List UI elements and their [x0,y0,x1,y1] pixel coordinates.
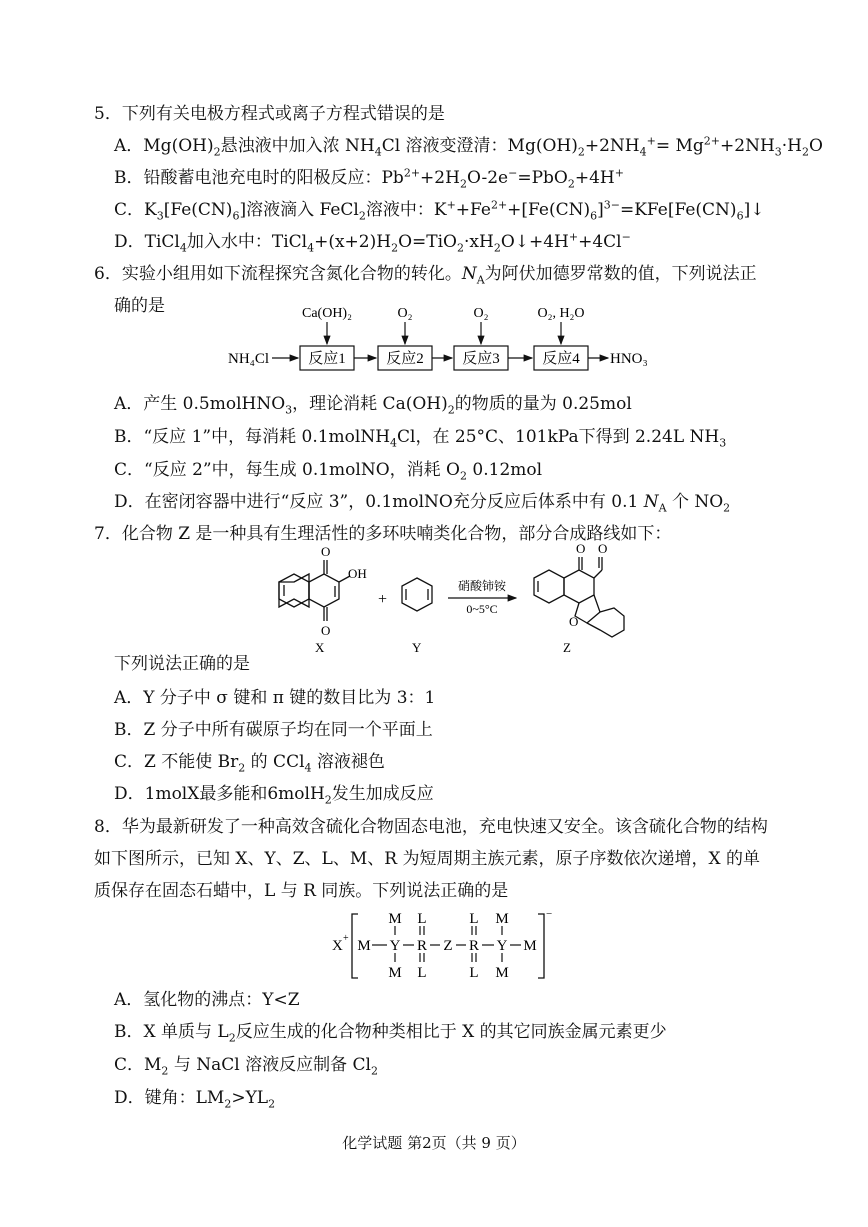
x-carbonyl-o-bottom: O [321,623,331,638]
flow-box-2 [378,346,432,370]
atom-r1: R [416,938,428,954]
cation-x: X [332,938,343,954]
atom-y1: Y [389,938,401,954]
z-carbonyl-o-2: O [598,541,608,556]
flow-reagent-1: Ca(OH)₂ [302,306,352,321]
flow-reagent-3: O₂ [473,306,489,321]
q5-option-b: B．铅酸蓄电池充电时的阳极反应：$Pb^{2+}+2H_2O-2e^-=PbO_2+4H^+$ [114,166,624,191]
x-carbonyl-o-top: O [321,544,331,559]
atom-l2: L [417,965,427,981]
atom-m6: M [523,938,537,954]
q8-stem-line2: 如下图所示，已知 X、Y、Z、L、M、R 为短周期主族元素，原子序数依次递增，X 的单 [94,849,760,869]
q7-option-d: D．1molX最多能和6molH$_2$发生加成反应 [114,784,434,807]
cation-charge: + [343,933,349,944]
flow-box-3 [454,346,508,370]
q6-option-b: B．“反应 1”中，每消耗 0.1molNH$_4$Cl，在 25°C、101kPa下得到 2.24L $NH_3$ [114,427,727,450]
q7-stem: 7．化合物 Z 是一种具有生理活性的多环呋喃类化合物，部分合成路线如下： [94,524,672,544]
x-oh-label: OH [348,566,367,581]
flow-reagent-2: O₂ [397,306,413,321]
atom-l4: L [469,965,479,981]
label-x: X [315,640,325,655]
molecule-y [402,578,432,611]
q5-option-c: C．$K_3[Fe(CN)_6]$溶液滴入 FeCl$_2$溶液中：$K^++Fe^{2+}+[Fe(CN)_6]^{3-}=KFe[Fe(CN)_6]↓$ [114,198,765,223]
atom-m3: M [388,965,402,981]
plus-sign: + [378,591,388,608]
svg-text:反应1: 反应1 [308,351,346,367]
q8-structure [322,906,562,986]
svg-text:反应3: 反应3 [462,351,500,367]
molecule-z [534,557,624,637]
anion-charge: − [546,908,553,920]
flow-end: HNO₃ [610,351,648,367]
atom-m5: M [495,965,509,981]
condition-temperature: 0~5°C [466,602,498,616]
q7-option-c: C．Z 不能使 $Br_2$ 的 CCl$_4$ 溶液褪色 [114,752,385,775]
label-z: Z [563,640,571,655]
q5-option-d: D．TiCl$_4$加入水中：$TiCl_4+(x+2)H_2O=TiO_2\cdot xH_2O↓+4H^++4Cl^-$ [114,230,631,255]
q7-option-a: A．Y 分子中 σ 键和 π 键的数目比为 3：1 [114,688,436,708]
q5-stem: 5．下列有关电极方程式或离子方程式错误的是 [94,104,445,124]
q6-stem-line2: 确的是 [114,296,165,316]
q6-option-c: C．“反应 2”中，每生成 0.1molNO，消耗 $O_2$ 0.12mol [114,460,543,483]
q7-option-b: B．Z 分子中所有碳原子均在同一个平面上 [114,720,433,740]
atom-r2: R [468,938,480,954]
condition-reagent: 硝酸铈铵 [457,579,507,593]
flow-start: NH₄Cl [228,351,270,367]
z-furan-o: O [569,614,579,629]
q6-option-a: A．产生 0.5molHNO$_3$，理论消耗 $Ca(OH)_2$的物质的量为 0.25mol [114,394,632,417]
reaction-arrow [448,578,516,616]
q8-option-c: C．$M_2$ 与 NaCl 溶液反应制备 $Cl_2$ [114,1055,378,1078]
q6-flow-diagram [220,300,680,378]
atom-m1: M [357,938,371,954]
q8-stem-line1: 8．华为最新研发了一种高效含硫化合物固态电池，充电快速又安全。该含硫化合物的结构 [94,817,768,837]
flow-box-4 [534,346,588,370]
q8-option-a: A．氢化物的沸点：Y<Z [114,990,300,1010]
bracket-right [538,914,544,978]
atom-m4: M [495,911,509,927]
atom-m2: M [388,911,402,927]
q6-stem-line1: 6．实验小组用如下流程探究含氮化合物的转化。$N_A$为阿伏加德罗常数的值，下列说法正 [94,264,757,287]
flow-reagent-4: O₂, H₂O [537,306,585,321]
q8-option-b: B．X 单质与 $L_2$反应生成的化合物种类相比于 X 的其它同族金属元素更少 [114,1022,667,1045]
label-y: Y [412,640,422,655]
atom-l3: L [469,911,479,927]
q8-option-d: D．键角：$LM_2>YL_2$ [114,1088,276,1111]
svg-text:反应4: 反应4 [542,351,580,367]
svg-text:反应2: 反应2 [386,351,424,367]
atom-l1: L [417,911,427,927]
flow-box-1 [300,346,354,370]
q5-option-a: A．$Mg(OH)_2$悬浊液中加入浓 $NH_4Cl$ 溶液变澄清：$Mg(OH)_2+2NH_4^+= Mg^{2+}+2NH_3\cdot H_2O$ [114,134,823,159]
q6-option-d: D．在密闭容器中进行“反应 3”，0.1molNO充分反应后体系中有 0.1 $N_A$ 个 $NO_2$ [114,492,731,515]
page-footer: 化学试题 第2页（共 9 页） [342,1134,526,1152]
z-carbonyl-o-1: O [576,541,586,556]
atom-y2: Y [496,938,508,954]
molecule-x [279,560,350,621]
q8-stem-line3: 质保存在固态石蜡中，L 与 R 同族。下列说法正确的是 [94,881,509,901]
q7-lead: 下列说法正确的是 [114,654,250,674]
q7-reaction-scheme [262,540,662,658]
atom-z: Z [443,938,453,954]
